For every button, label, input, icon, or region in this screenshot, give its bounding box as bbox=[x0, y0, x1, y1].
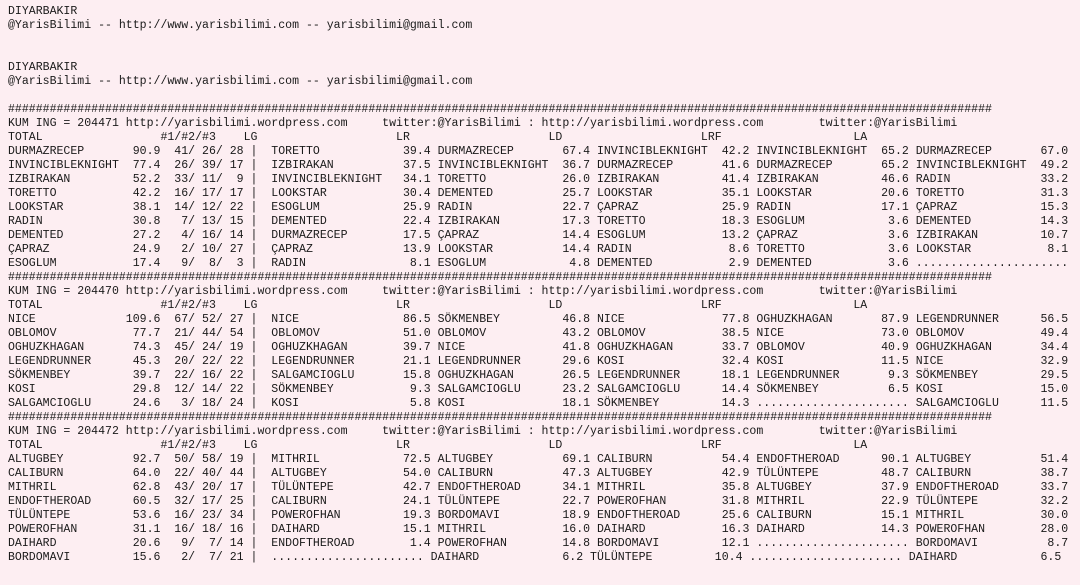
result-row: ALTUGBEY 92.7 50/ 58/ 19 | MITHRIL 72.5 ALTUGBEY 69.1 CALIBURN 54.4 ENDOFTHEROAD 90.1 ALTUGBEY 51.4 bbox=[8, 453, 1069, 466]
separator-line: ############################################################################################################################################## bbox=[8, 411, 992, 424]
race-title: KUM ING = 204472 http://yarisbilimi.wordpress.com twitter:@YarisBilimi : http://yarisbilimi.wordpress.com twitter:@YarisBilimi bbox=[8, 425, 958, 438]
column-headers: TOTAL #1/#2/#3 LG LR LD LRF LA bbox=[8, 439, 868, 452]
result-row: ÇAPRAZ 24.9 2/ 10/ 27 | ÇAPRAZ 13.9 LOOKSTAR 14.4 RADIN 8.6 TORETTO 3.6 LOOKSTAR 8.1 bbox=[8, 243, 1069, 256]
result-row: IZBIRAKAN 52.2 33/ 11/ 9 | INVINCIBLEKNIGHT 34.1 TORETTO 26.0 IZBIRAKAN 41.4 IZBIRAKAN 46.6 RADIN 33.2 bbox=[8, 173, 1069, 186]
result-row: KOSI 29.8 12/ 14/ 22 | SÖKMENBEY 9.3 SALGAMCIOGLU 23.2 SALGAMCIOGLU 14.4 SÖKMENBEY 6.5 KOSI 15.0 bbox=[8, 383, 1069, 396]
result-row: DURMAZRECEP 90.9 41/ 26/ 28 | TORETTO 39.4 DURMAZRECEP 67.4 INVINCIBLEKNIGHT 42.2 INVINCIBLEKNIGHT 65.2 DURMAZRECEP 67.0 bbox=[8, 145, 1069, 158]
result-row: CALIBURN 64.0 22/ 40/ 44 | ALTUGBEY 54.0 CALIBURN 47.3 ALTUGBEY 42.9 TÜLÜNTEPE 48.7 CALIBURN 38.7 bbox=[8, 467, 1069, 480]
result-row: DAIHARD 20.6 9/ 7/ 14 | ENDOFTHEROAD 1.4 POWEROFHAN 14.8 BORDOMAVI 12.1 ...................... BORDOMAVI 8.7 bbox=[8, 537, 1069, 550]
column-headers: TOTAL #1/#2/#3 LG LR LD LRF LA bbox=[8, 131, 868, 144]
result-row: RADIN 30.8 7/ 13/ 15 | DEMENTED 22.4 IZBIRAKAN 17.3 TORETTO 18.3 ESOGLUM 3.6 DEMENTED 14.3 bbox=[8, 215, 1069, 228]
result-row: LEGENDRUNNER 45.3 20/ 22/ 22 | LEGENDRUNNER 21.1 LEGENDRUNNER 29.6 KOSI 32.4 KOSI 11.5 NICE 32.9 bbox=[8, 355, 1069, 368]
result-row: ESOGLUM 17.4 9/ 8/ 3 | RADIN 8.1 ESOGLUM 4.8 DEMENTED 2.9 DEMENTED 3.6 ...................... bbox=[8, 257, 1069, 270]
result-row: TORETTO 42.2 16/ 17/ 17 | LOOKSTAR 30.4 DEMENTED 25.7 LOOKSTAR 35.1 LOOKSTAR 20.6 TORETTO 31.3 bbox=[8, 187, 1069, 200]
blank-line bbox=[8, 89, 1080, 103]
result-row: SALGAMCIOGLU 24.6 3/ 18/ 24 | KOSI 5.8 KOSI 18.1 SÖKMENBEY 14.3 ...................... SALGAMCIOGLU 11.5 bbox=[8, 397, 1069, 410]
result-row: TÜLÜNTEPE 53.6 16/ 23/ 34 | POWEROFHAN 19.3 BORDOMAVI 18.9 ENDOFTHEROAD 25.6 CALIBURN 15.1 MITHRIL 30.0 bbox=[8, 509, 1069, 522]
result-row: OBLOMOV 77.7 21/ 44/ 54 | OBLOMOV 51.0 OBLOMOV 43.2 OBLOMOV 38.5 NICE 73.0 OBLOMOV 49.4 bbox=[8, 327, 1069, 340]
race-title: KUM ING = 204471 http://yarisbilimi.wordpress.com twitter:@YarisBilimi : http://yarisbilimi.wordpress.com twitter:@YarisBilimi bbox=[8, 117, 958, 130]
result-row: BORDOMAVI 15.6 2/ 7/ 21 | ...................... DAIHARD 6.2 TÜLÜNTEPE 10.4 ...................... DAIHARD 6.5 bbox=[8, 551, 1062, 564]
result-row: NICE 109.6 67/ 52/ 27 | NICE 86.5 SÖKMENBEY 46.8 NICE 77.8 OGHUZKHAGAN 87.9 LEGENDRUNNER 56.5 bbox=[8, 313, 1069, 326]
blank-line bbox=[8, 47, 1080, 61]
result-row: SÖKMENBEY 39.7 22/ 16/ 22 | SALGAMCIOGLU 15.8 OGHUZKHAGAN 26.5 LEGENDRUNNER 18.1 LEGENDRUNNER 9.3 SÖKMENBEY 29.5 bbox=[8, 369, 1069, 382]
header-city: DIYARBAKIR bbox=[8, 5, 78, 18]
header-city-repeat: DIYARBAKIR bbox=[8, 61, 78, 74]
column-headers: TOTAL #1/#2/#3 LG LR LD LRF LA bbox=[8, 299, 868, 312]
race-title: KUM ING = 204470 http://yarisbilimi.wordpress.com twitter:@YarisBilimi : http://yarisbilimi.wordpress.com twitter:@YarisBilimi bbox=[8, 285, 958, 298]
header-contact: @YarisBilimi -- http://www.yarisbilimi.com -- yarisbilimi@gmail.com bbox=[8, 19, 473, 32]
separator-line: ############################################################################################################################################## bbox=[8, 271, 992, 284]
header-contact-repeat: @YarisBilimi -- http://www.yarisbilimi.com -- yarisbilimi@gmail.com bbox=[8, 75, 473, 88]
result-row: INVINCIBLEKNIGHT 77.4 26/ 39/ 17 | IZBIRAKAN 37.5 INVINCIBLEKNIGHT 36.7 DURMAZRECEP 41.6 DURMAZRECEP 65.2 INVINCIBLEKNIGHT 49.2 bbox=[8, 159, 1069, 172]
result-row: MITHRIL 62.8 43/ 20/ 17 | TÜLÜNTEPE 42.7 ENDOFTHEROAD 34.1 MITHRIL 35.8 ALTUGBEY 37.9 ENDOFTHEROAD 33.7 bbox=[8, 481, 1069, 494]
blank-line bbox=[8, 33, 1080, 47]
result-row: LOOKSTAR 38.1 14/ 12/ 22 | ESOGLUM 25.9 RADIN 22.7 ÇAPRAZ 25.9 RADIN 17.1 ÇAPRAZ 15.3 bbox=[8, 201, 1069, 214]
result-row: ENDOFTHEROAD 60.5 32/ 17/ 25 | CALIBURN 24.1 TÜLÜNTEPE 22.7 POWEROFHAN 31.8 MITHRIL 22.9 TÜLÜNTEPE 32.2 bbox=[8, 495, 1069, 508]
result-row: POWEROFHAN 31.1 16/ 18/ 16 | DAIHARD 15.1 MITHRIL 16.0 DAIHARD 16.3 DAIHARD 14.3 POWEROFHAN 28.0 bbox=[8, 523, 1069, 536]
result-row: OGHUZKHAGAN 74.3 45/ 24/ 19 | OGHUZKHAGAN 39.7 NICE 41.8 OGHUZKHAGAN 33.7 OBLOMOV 40.9 OGHUZKHAGAN 34.4 bbox=[8, 341, 1069, 354]
separator-line: ############################################################################################################################################## bbox=[8, 103, 992, 116]
result-row: DEMENTED 27.2 4/ 16/ 14 | DURMAZRECEP 17.5 ÇAPRAZ 14.4 ESOGLUM 13.2 ÇAPRAZ 3.6 IZBIRAKAN 10.7 bbox=[8, 229, 1069, 242]
